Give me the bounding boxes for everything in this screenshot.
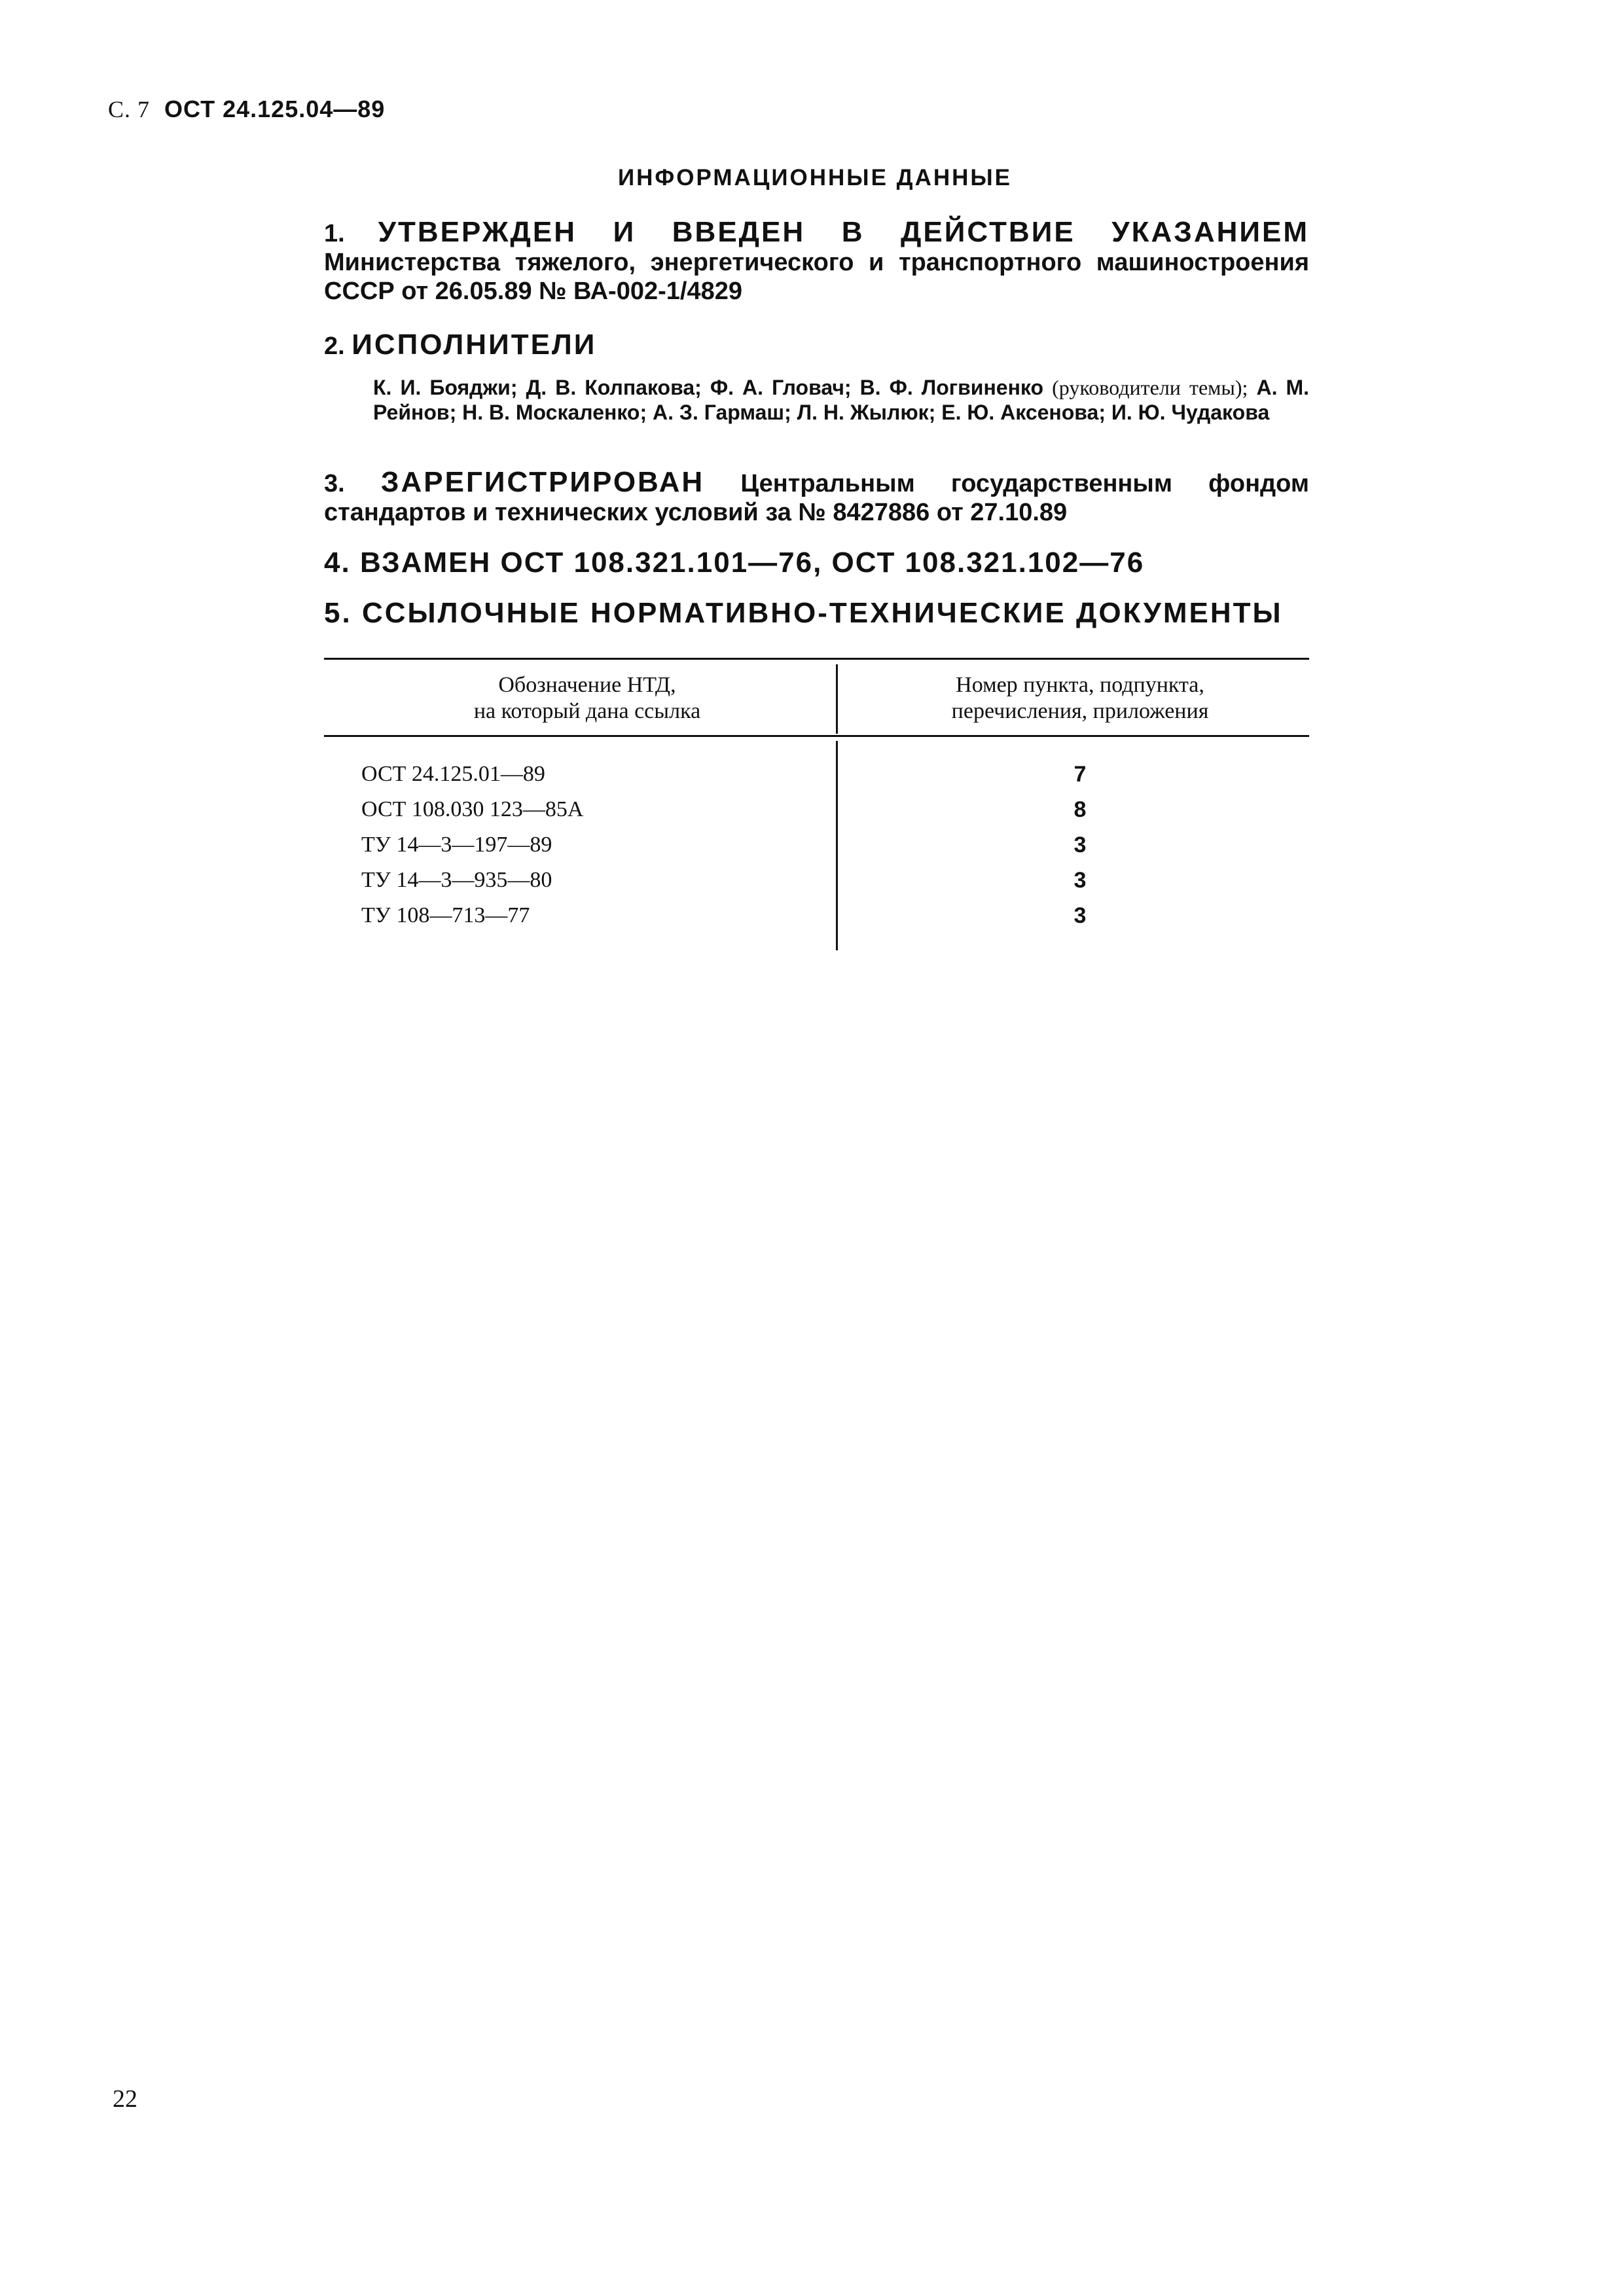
- header-line: на который дана ссылка: [473, 699, 701, 723]
- header-line: Номер пункта, подпункта,: [956, 673, 1204, 697]
- item-heading: ЗАРЕГИСТРИРОВАН: [380, 466, 705, 498]
- table-cell-designation: ОСТ 24.125.01—89: [361, 762, 545, 786]
- item-executors: [324, 331, 1309, 361]
- footer-page-number: 22: [113, 2085, 137, 2113]
- header-line: Обозначение НТД,: [498, 673, 676, 697]
- executors-role-cont: темы);: [1189, 376, 1248, 399]
- table-header-rule: [324, 735, 1309, 737]
- table-cell-designation: ТУ 14—3—935—80: [361, 868, 552, 892]
- table-column-divider-body: [836, 741, 838, 950]
- item-text: Министерства тяжелого, энергетического и транспортного машиностроения СССР от 26.05.89 № ВА-002-1/4829: [324, 249, 1309, 305]
- table-cell-clause: 3: [1074, 833, 1087, 857]
- table-header-clause: [851, 672, 1309, 725]
- item-heading: ССЫЛОЧНЫЕ НОРМАТИВНО-ТЕХНИЧЕСКИЕ ДОКУМЕНТЫ: [361, 597, 1283, 629]
- item-number: 3.: [324, 470, 345, 497]
- item-text: Центральным государственным фондом стандартов и технических условий за № 8427886 от 27.10.89: [324, 470, 1309, 526]
- item-approved: [324, 218, 1309, 306]
- item-number: 4.: [324, 547, 351, 579]
- page-label: С. 7: [108, 96, 151, 122]
- table-top-rule: [324, 658, 1309, 660]
- table-cell-designation: ТУ 108—713—77: [361, 903, 530, 927]
- executors-names-1: К. И. Бояджи; Д. В. Колпакова; Ф. А. Гловач; В. Ф. Логвиненко: [373, 376, 1044, 399]
- executors-role: (руководители: [1052, 376, 1181, 399]
- table-column-divider: [836, 664, 838, 734]
- item-number: 5.: [324, 597, 352, 629]
- item-heading: ВЗАМЕН ОСТ 108.321.101—76, ОСТ 108.321.102—76: [359, 547, 1145, 579]
- table-header-designation: [361, 672, 813, 725]
- executors-list: [373, 375, 1309, 425]
- header-line: перечисления, приложения: [951, 699, 1209, 723]
- table-cell-designation: ТУ 14—3—197—89: [361, 833, 552, 857]
- table-cell-designation: ОСТ 108.030 123—85А: [361, 797, 584, 821]
- table-cell-clause: 8: [1074, 797, 1087, 822]
- item-heading: ИСПОЛНИТЕЛИ: [352, 329, 597, 361]
- table-cell-clause: 3: [1074, 868, 1087, 893]
- table-cell-clause: 3: [1074, 903, 1087, 928]
- item-replaces: [324, 548, 1309, 577]
- table-cell-clause: 7: [1074, 762, 1087, 787]
- document-code: ОСТ 24.125.04—89: [164, 96, 386, 122]
- item-heading: УТВЕРЖДЕН И ВВЕДЕН В ДЕЙСТВИЕ УКАЗАНИЕМ: [378, 216, 1310, 248]
- executors-names-2: А. М. Рейнов; Н. В. Москаленко; А. З. Гармаш; Л. Н. Жылюк; Е. Ю. Аксенова; И. Ю. Чудакова: [373, 376, 1310, 424]
- item-registered: [324, 468, 1309, 527]
- item-number: 1.: [324, 220, 345, 247]
- item-references: [324, 599, 1309, 628]
- item-number: 2.: [324, 332, 345, 360]
- page-header: [108, 96, 385, 123]
- section-title: ИНФОРМАЦИОННЫЕ ДАННЫЕ: [617, 165, 1013, 190]
